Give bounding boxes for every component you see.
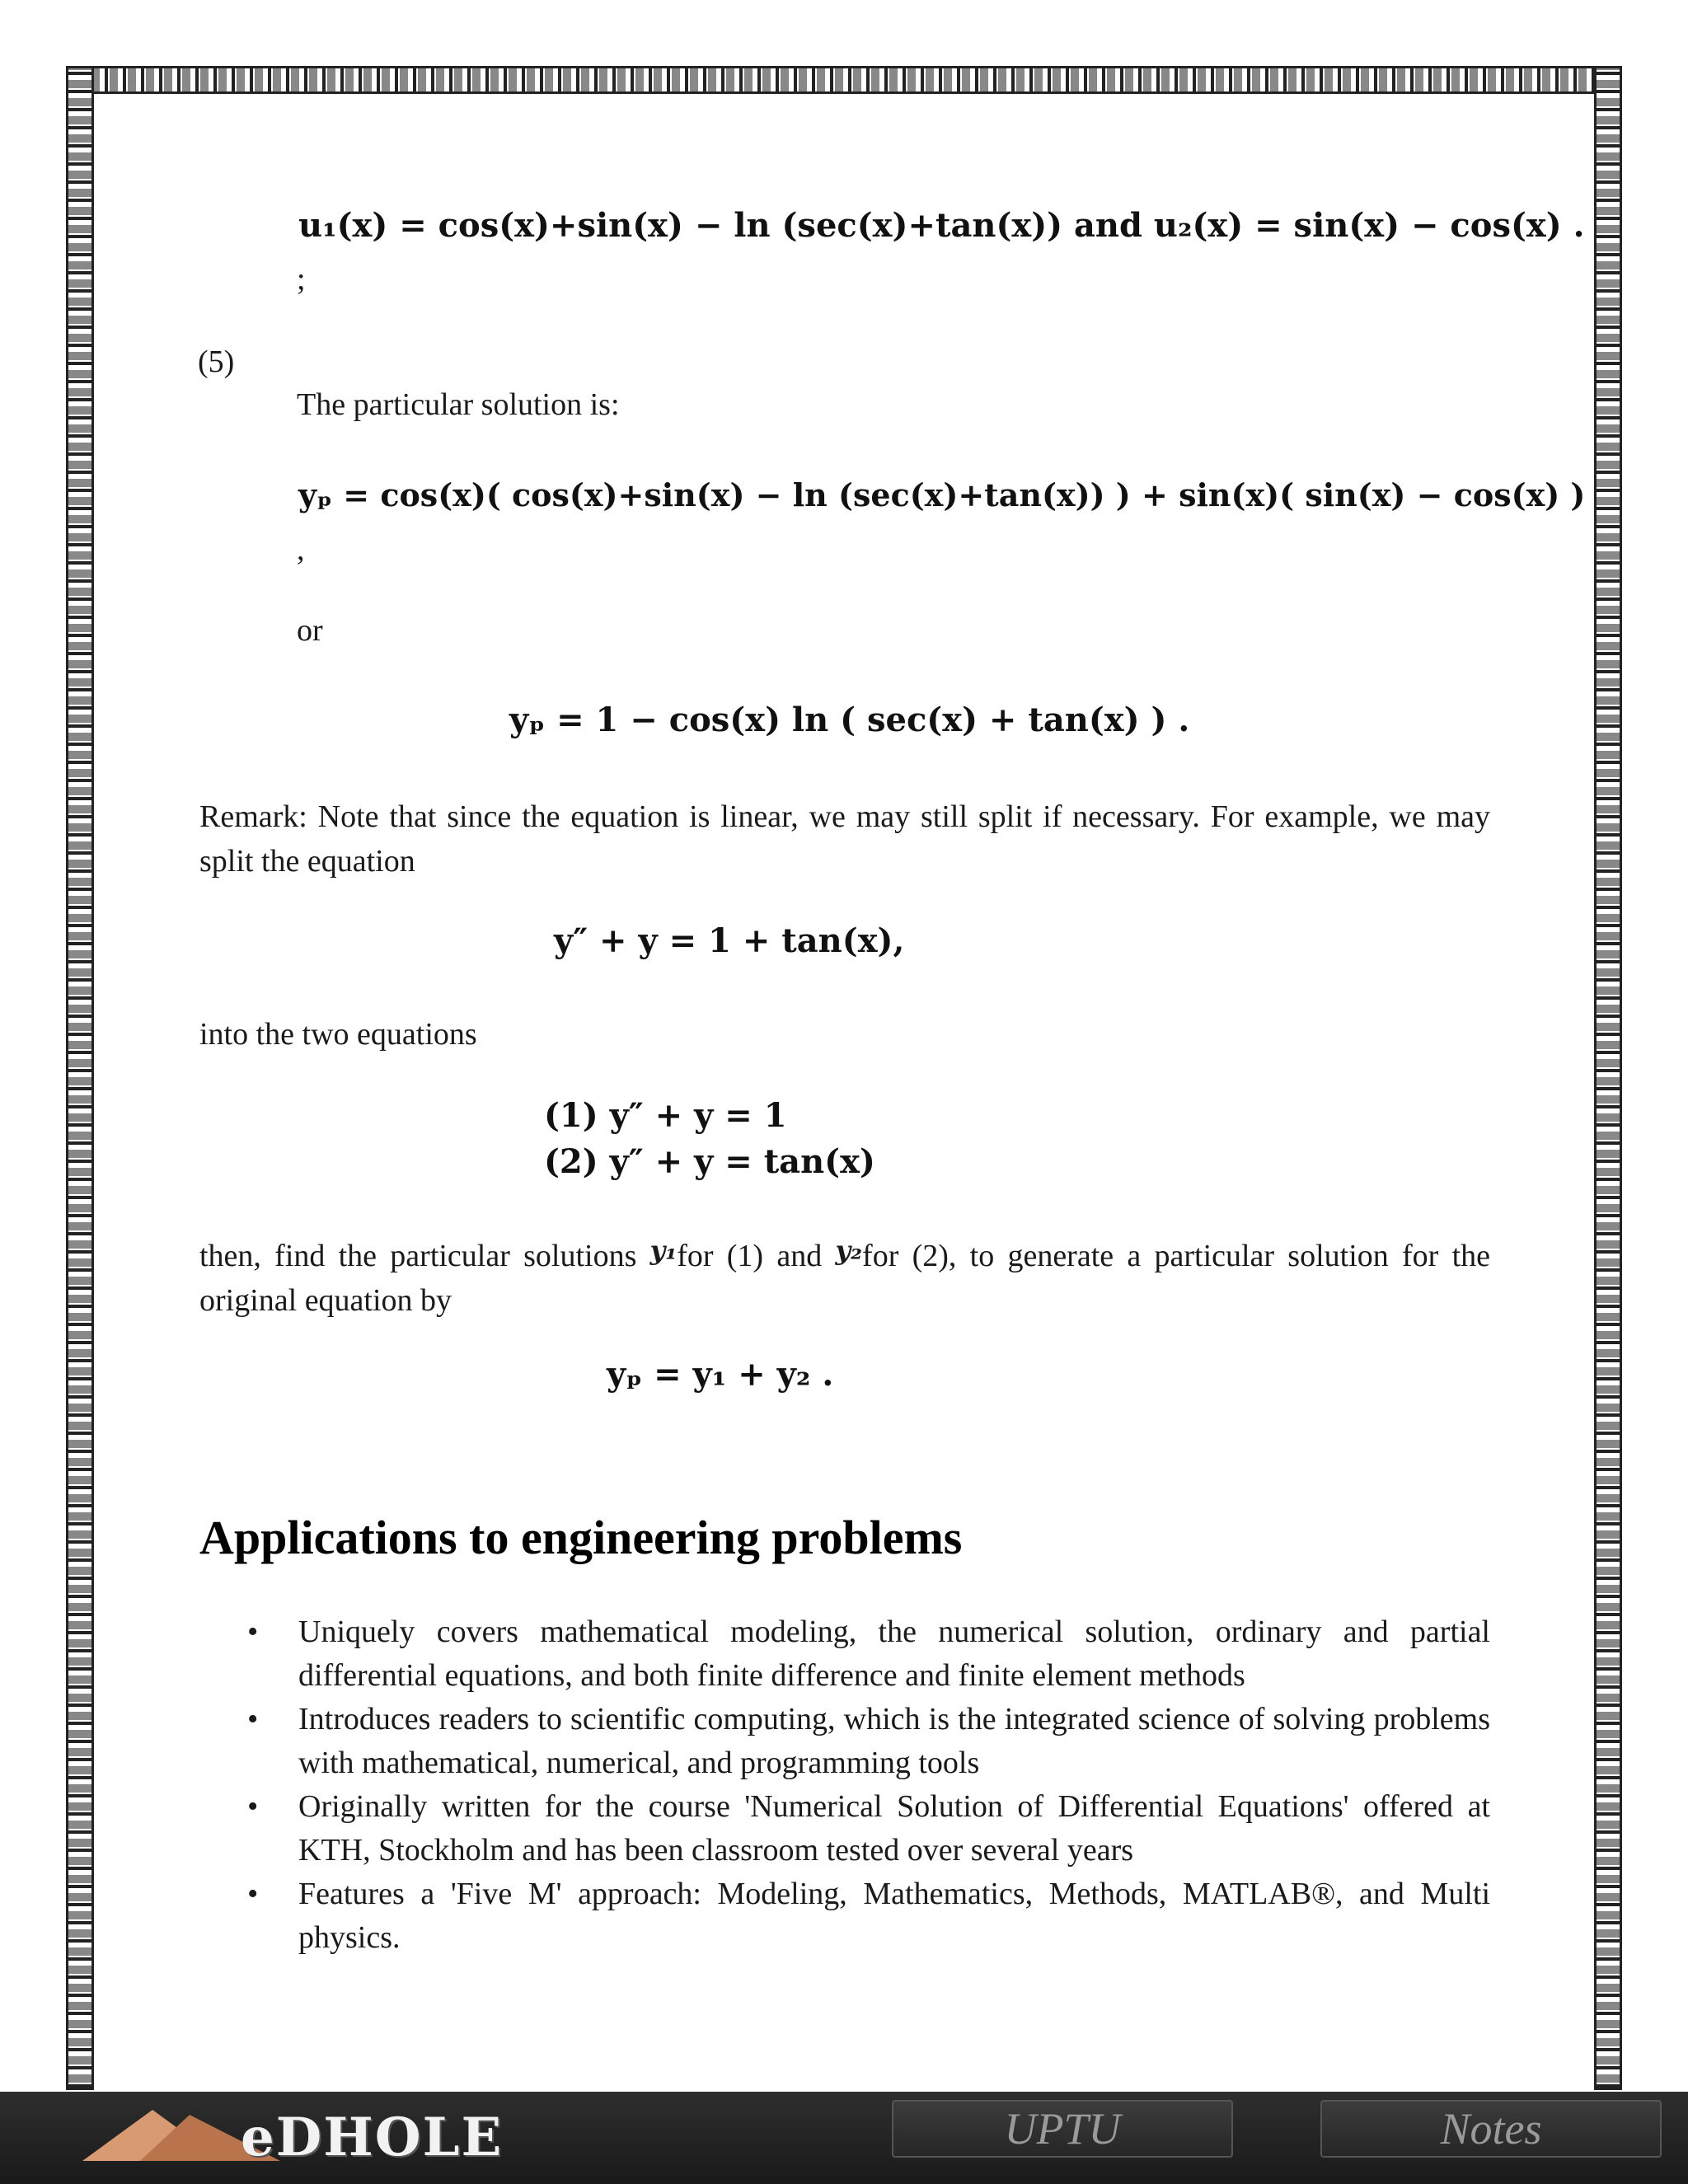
then-part-a: then, find the particular solutions xyxy=(199,1239,650,1273)
step-number: (5) xyxy=(198,344,235,379)
equation-2: (2) y″ + y = tan(x) xyxy=(544,1142,875,1181)
particular-intro: The particular solution is: xyxy=(297,387,620,422)
equation-u-solutions: u₁(x) = cos(x)+sin(x) − ln (sec(x)+tan(x)) and u₂(x) = sin(x) − cos(x) . xyxy=(298,206,1585,245)
into-text: into the two equations xyxy=(199,1017,477,1052)
semicolon: ; xyxy=(297,262,306,297)
equation-yp-short: yₚ = 1 − cos(x) ln ( sec(x) + tan(x) ) . xyxy=(509,701,1190,739)
or-text: or xyxy=(297,613,323,648)
equation-yp-sum: yₚ = y₁ + y₂ . xyxy=(607,1355,834,1394)
edhole-logo[interactable]: eDHOLE xyxy=(241,2107,504,2168)
bullet-icon: • xyxy=(247,1702,259,1736)
bullet-icon: • xyxy=(247,1615,259,1649)
equation-yp-long: yₚ = cos(x)( cos(x)+sin(x) − ln (sec(x)+tan(x)) ) + sin(x)( sin(x) − cos(x) ) xyxy=(298,476,1586,513)
equation-split: y″ + y = 1 + tan(x), xyxy=(554,921,905,960)
list-item: • Uniquely covers mathematical modeling, the numerical solution, ordinary and partial differential equations, and both finite difference and finite element methods xyxy=(199,1610,1490,1698)
then-part-c: for (2), to generate a particular solution for the original equation by xyxy=(199,1239,1490,1318)
section-heading: Applications to engineering problems xyxy=(199,1511,963,1564)
comma: , xyxy=(297,532,305,567)
list-item: • Originally written for the course 'Numerical Solution of Differential Equations' offered at KTH, Stockholm and has been classroom tested over several years xyxy=(199,1785,1490,1872)
then-paragraph xyxy=(199,1228,1490,1323)
bullet-icon: • xyxy=(247,1789,259,1824)
uptu-button[interactable]: UPTU xyxy=(892,2100,1233,2158)
decorative-frame-right xyxy=(1594,66,1622,2090)
bullet-icon: • xyxy=(247,1877,259,1911)
inline-y1: y₁ xyxy=(649,1235,678,1266)
feature-list xyxy=(199,1610,1490,1960)
list-item: • Features a 'Five M' approach: Modeling, Mathematics, Methods, MATLAB®, and Multi physics. xyxy=(199,1872,1490,1960)
inline-y2: y₂ xyxy=(835,1235,863,1266)
remark-paragraph: Remark: Note that since the equation is linear, we may still split if necessary. For example, we may split the equation xyxy=(199,799,1490,879)
notes-button[interactable]: Notes xyxy=(1320,2100,1662,2158)
decorative-frame-left xyxy=(66,66,94,2090)
decorative-frame-top xyxy=(66,66,1622,94)
then-part-b: for (1) and xyxy=(677,1239,836,1273)
equation-1: (1) y″ + y = 1 xyxy=(544,1096,787,1135)
list-item: • Introduces readers to scientific computing, which is the integrated science of solving problems with mathematical, numerical, and programming tools xyxy=(199,1698,1490,1785)
